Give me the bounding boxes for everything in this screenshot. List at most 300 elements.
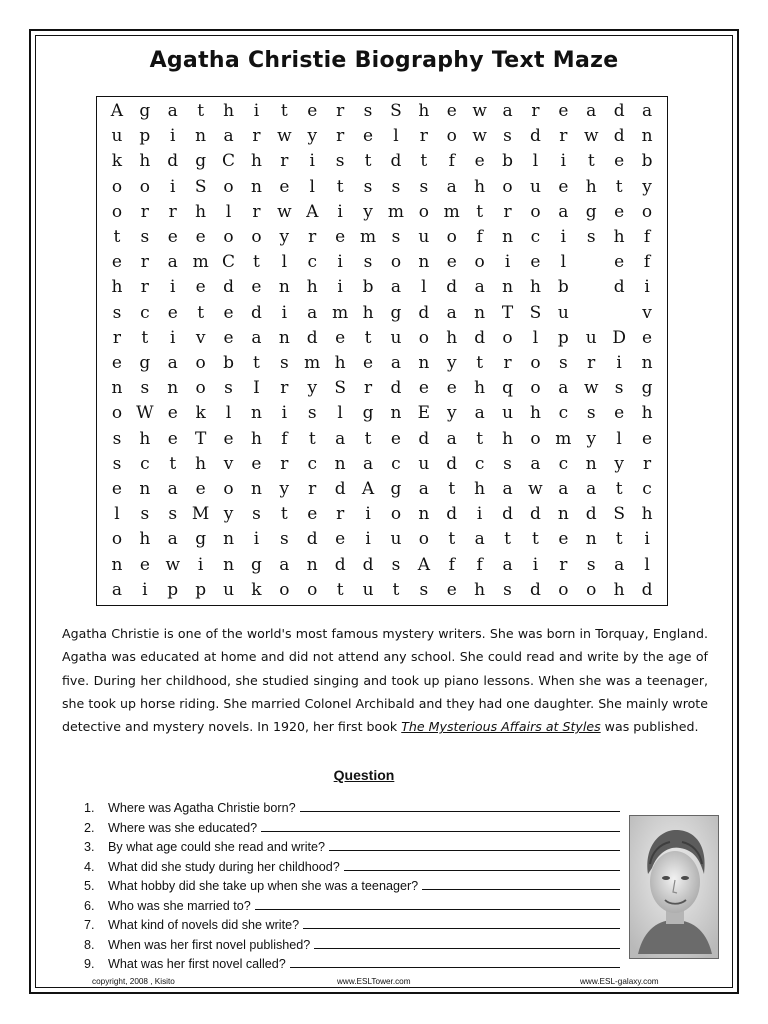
- grid-letter: p: [167, 579, 179, 600]
- question-number: 5.: [84, 879, 95, 893]
- grid-letter: n: [167, 378, 179, 399]
- grid-letter: a: [335, 428, 346, 449]
- grid-letter: a: [167, 101, 178, 122]
- grid-letter: y: [307, 126, 318, 147]
- text-maze-grid: [96, 96, 668, 606]
- grid-letter: h: [613, 579, 625, 600]
- grid-letter: a: [558, 201, 569, 222]
- grid-letter: n: [641, 126, 653, 147]
- grid-letter: g: [585, 201, 597, 222]
- grid-letter: i: [309, 151, 315, 172]
- grid-letter: e: [363, 126, 374, 147]
- grid-letter: u: [502, 403, 514, 424]
- grid-letter: S: [529, 302, 542, 323]
- question-number: 7.: [84, 918, 95, 932]
- grid-letter: d: [167, 151, 179, 172]
- grid-letter: c: [307, 453, 317, 474]
- question-text: When was her first novel published?: [108, 937, 311, 952]
- grid-letter: m: [359, 227, 377, 248]
- grid-letter: u: [362, 579, 374, 600]
- esl-galaxy-link[interactable]: www.ESL-galaxy.com: [580, 977, 659, 986]
- grid-letter: a: [418, 479, 429, 500]
- grid-letter: i: [644, 529, 650, 550]
- question-number: 9.: [84, 957, 95, 971]
- grid-letter: e: [195, 277, 206, 298]
- grid-letter: f: [643, 252, 651, 273]
- grid-letter: r: [140, 252, 149, 273]
- grid-letter: h: [529, 403, 541, 424]
- grid-letter: n: [278, 327, 290, 348]
- grid-letter: t: [280, 504, 288, 525]
- grid-letter: a: [362, 453, 374, 474]
- answer-line[interactable]: [422, 878, 620, 890]
- grid-letter: s: [586, 403, 596, 424]
- grid-letter: i: [281, 302, 288, 323]
- grid-letter: o: [223, 176, 234, 197]
- question-list: [84, 800, 624, 976]
- answer-line[interactable]: [329, 839, 620, 851]
- question-text: What hobby did she take up when she was a teenager?: [108, 879, 419, 893]
- grid-letter: T: [194, 428, 207, 449]
- grid-letter: t: [113, 227, 121, 248]
- grid-letter: w: [528, 479, 543, 500]
- grid-letter: e: [446, 378, 457, 399]
- grid-letter: n: [334, 453, 346, 474]
- grid-letter: d: [418, 428, 430, 449]
- grid-letter: a: [586, 101, 597, 122]
- grid-letter: t: [615, 176, 623, 197]
- grid-letter: a: [502, 554, 513, 575]
- grid-letter: t: [532, 529, 539, 550]
- grid-letter: t: [336, 579, 344, 600]
- grid-letter: s: [419, 176, 429, 197]
- grid-letter: h: [223, 101, 235, 122]
- grid-letter: n: [641, 353, 653, 374]
- grid-letter: r: [252, 126, 261, 147]
- grid-letter: m: [387, 201, 404, 222]
- grid-letter: o: [586, 579, 597, 600]
- grid-letter: a: [558, 378, 569, 399]
- grid-letter: s: [614, 378, 624, 399]
- grid-letter: e: [223, 302, 234, 323]
- grid-letter: s: [363, 252, 373, 273]
- grid-letter: l: [337, 403, 343, 424]
- grid-letter: C: [222, 252, 236, 273]
- grid-letter: w: [165, 554, 181, 575]
- grid-letter: i: [281, 403, 288, 424]
- answer-line[interactable]: [314, 937, 620, 949]
- grid-letter: t: [476, 353, 484, 374]
- question-item: [84, 956, 624, 976]
- grid-letter: o: [418, 529, 429, 550]
- grid-letter: r: [531, 101, 540, 122]
- grid-letter: e: [139, 554, 150, 575]
- grid-letter: d: [334, 554, 346, 575]
- grid-letter: a: [111, 579, 123, 600]
- grid-letter: o: [474, 252, 485, 273]
- grid-letter: s: [558, 353, 568, 374]
- grid-letter: e: [558, 529, 569, 550]
- grid-letter: W: [136, 403, 154, 424]
- grid-letter: o: [446, 126, 457, 147]
- grid-letter: r: [336, 504, 345, 525]
- grid-letter: o: [223, 227, 234, 248]
- grid-letter: v: [195, 327, 206, 348]
- grid-letter: l: [532, 327, 539, 348]
- grid-letter: r: [252, 201, 261, 222]
- grid-letter: w: [277, 126, 292, 147]
- grid-letter: a: [167, 252, 178, 273]
- grid-letter: o: [195, 378, 206, 399]
- grid-letter: b: [362, 277, 374, 298]
- grid-letter: n: [111, 378, 123, 399]
- grid-letter: e: [335, 227, 346, 248]
- grid-letter: a: [641, 101, 653, 122]
- question-text: What kind of novels did she write?: [108, 918, 300, 932]
- grid-letter: l: [421, 277, 427, 298]
- grid-letter: e: [167, 302, 178, 323]
- grid-letter: r: [308, 227, 317, 248]
- grid-letter: r: [308, 479, 317, 500]
- grid-letter: d: [613, 277, 625, 298]
- grid-letter: i: [532, 554, 539, 575]
- grid-letter: n: [585, 453, 597, 474]
- grid-letter: t: [476, 201, 484, 222]
- grid-letter: k: [251, 579, 262, 600]
- grid-letter: n: [111, 554, 123, 575]
- grid-letter: i: [365, 504, 371, 525]
- grid-letter: m: [555, 428, 572, 449]
- question-item: [84, 859, 624, 879]
- question-text: Where was she educated?: [108, 820, 258, 835]
- grid-letter: e: [642, 428, 653, 449]
- grid-letter: o: [530, 378, 541, 399]
- grid-letter: t: [197, 101, 205, 122]
- grid-letter: M: [191, 504, 210, 525]
- grid-letter: o: [530, 201, 541, 222]
- grid-letter: d: [446, 453, 458, 474]
- grid-letter: a: [251, 327, 262, 348]
- grid-letter: t: [169, 453, 177, 474]
- grid-letter: o: [558, 579, 569, 600]
- grid-letter: p: [557, 327, 569, 348]
- grid-letter: e: [390, 428, 401, 449]
- grid-letter: f: [448, 554, 455, 575]
- grid-letter: i: [616, 353, 622, 374]
- question-number: 4.: [84, 859, 95, 874]
- grid-letter: w: [583, 126, 599, 147]
- grid-letter: k: [195, 403, 206, 424]
- grid-letter: g: [390, 479, 402, 500]
- grid-letter: l: [560, 252, 567, 273]
- grid-letter: c: [474, 453, 485, 474]
- grid-letter: o: [139, 176, 150, 197]
- grid-letter: s: [363, 101, 373, 122]
- question-text: What did she study during her childhood?: [108, 859, 340, 874]
- grid-letter: u: [557, 302, 569, 323]
- questions-heading: Question: [333, 767, 395, 783]
- grid-letter: e: [251, 277, 262, 298]
- grid-letter: m: [304, 353, 321, 374]
- grid-letter: y: [446, 403, 457, 424]
- grid-letter: c: [558, 453, 569, 474]
- grid-letter: i: [170, 277, 176, 298]
- grid-letter: e: [223, 327, 234, 348]
- grid-letter: e: [446, 579, 457, 600]
- grid-letter: t: [420, 151, 428, 172]
- grid-letter: u: [418, 453, 430, 474]
- grid-letter: n: [557, 504, 569, 525]
- grid-letter: w: [583, 378, 599, 399]
- grid-letter: a: [223, 126, 234, 147]
- grid-letter: t: [364, 151, 372, 172]
- grid-letter: h: [111, 277, 123, 298]
- grid-letter: a: [167, 529, 178, 550]
- grid-letter: g: [362, 403, 374, 424]
- answer-line[interactable]: [255, 898, 620, 910]
- answer-line[interactable]: [261, 820, 620, 832]
- grid-letter: o: [418, 327, 429, 348]
- grid-letter: h: [529, 277, 541, 298]
- question-text: By what age could she read and write?: [108, 840, 326, 854]
- grid-letter: i: [337, 201, 343, 222]
- grid-letter: o: [307, 579, 318, 600]
- grid-letter: i: [170, 126, 176, 147]
- grid-letter: A: [110, 101, 124, 122]
- grid-letter: a: [446, 302, 457, 323]
- grid-letter: e: [307, 504, 318, 525]
- grid-letter: y: [363, 201, 373, 222]
- grid-letter: g: [139, 101, 151, 122]
- grid-letter: r: [168, 201, 177, 222]
- grid-letter: a: [279, 554, 290, 575]
- grid-letter: h: [250, 151, 262, 172]
- question-item: [84, 800, 624, 820]
- grid-letter: s: [586, 554, 596, 575]
- grid-letter: [577, 301, 605, 326]
- grid-letter: u: [529, 176, 541, 197]
- grid-letter: a: [586, 479, 597, 500]
- grid-letter: d: [585, 504, 597, 525]
- grid-letter: h: [418, 101, 430, 122]
- grid-letter: l: [393, 126, 399, 147]
- grid-letter: o: [111, 201, 123, 222]
- grid-letter: e: [363, 353, 374, 374]
- answer-line[interactable]: [303, 917, 620, 929]
- question-number: 1.: [84, 801, 95, 815]
- grid-letter: t: [336, 176, 344, 197]
- grid-letter: h: [195, 201, 207, 222]
- grid-letter: t: [197, 302, 205, 323]
- grid-letter: g: [390, 302, 402, 323]
- grid-letter: n: [306, 554, 318, 575]
- grid-letter: o: [502, 327, 513, 348]
- grid-letter: h: [446, 327, 458, 348]
- grid-letter: D: [612, 327, 626, 348]
- grid-letter: h: [474, 579, 486, 600]
- worksheet-title: Agatha Christie Biography Text Maze: [149, 48, 619, 73]
- grid-letter: a: [474, 277, 485, 298]
- grid-letter: A: [306, 201, 319, 222]
- grid-letter: s: [168, 504, 178, 525]
- grid-letter: e: [446, 101, 457, 122]
- answer-line[interactable]: [300, 800, 620, 812]
- grid-letter: e: [335, 529, 346, 550]
- grid-letter: e: [558, 101, 569, 122]
- answer-line[interactable]: [290, 956, 620, 968]
- grid-letter: t: [448, 529, 456, 550]
- grid-letter: f: [476, 227, 483, 248]
- grid-letter: e: [167, 403, 178, 424]
- grid-letter: c: [391, 453, 401, 474]
- grid-letter: n: [223, 554, 235, 575]
- grid-letter: q: [502, 378, 513, 399]
- grid-letter: u: [223, 579, 235, 600]
- grid-letter: n: [250, 176, 262, 197]
- grid-letter: g: [139, 353, 151, 374]
- answer-line[interactable]: [344, 859, 620, 871]
- grid-letter: g: [250, 554, 262, 575]
- grid-letter: C: [222, 151, 236, 172]
- grid-letter: d: [529, 579, 541, 600]
- grid-letter: S: [334, 378, 346, 399]
- grid-letter: u: [418, 227, 430, 248]
- grid-letter: g: [195, 529, 207, 550]
- grid-letter: n: [139, 479, 151, 500]
- grid-letter: A: [361, 479, 375, 500]
- grid-letter: t: [504, 529, 511, 550]
- grid-letter: t: [308, 428, 316, 449]
- grid-letter: t: [392, 579, 400, 600]
- grid-letter: o: [223, 479, 234, 500]
- question-number: 6.: [84, 898, 95, 913]
- grid-letter: e: [251, 453, 262, 474]
- grid-letter: r: [559, 554, 568, 575]
- grid-letter: d: [390, 151, 402, 172]
- grid-letter: e: [111, 252, 122, 273]
- grid-letter: d: [641, 579, 653, 600]
- grid-letter: f: [281, 428, 288, 449]
- grid-letter: f: [476, 554, 483, 575]
- grid-letter: e: [307, 101, 318, 122]
- grid-letter: r: [336, 101, 345, 122]
- grid-letter: d: [362, 554, 374, 575]
- grid-letter: l: [281, 252, 288, 273]
- grid-letter: s: [391, 554, 401, 575]
- grid-letter: a: [390, 277, 401, 298]
- grid-letter: t: [448, 479, 456, 500]
- grid-letter: t: [587, 151, 595, 172]
- grid-letter: p: [195, 579, 207, 600]
- grid-letter: h: [334, 353, 346, 374]
- grid-letter: c: [140, 453, 150, 474]
- agatha-christie-portrait: [629, 815, 719, 959]
- grid-letter: a: [446, 428, 457, 449]
- question-item: [84, 937, 624, 957]
- grid-letter: l: [225, 201, 232, 222]
- grid-letter: s: [363, 176, 373, 197]
- grid-letter: T: [501, 302, 514, 323]
- grid-letter: n: [250, 479, 262, 500]
- grid-letter: g: [195, 151, 207, 172]
- grid-letter: u: [390, 327, 402, 348]
- grid-letter: t: [253, 353, 260, 374]
- grid-letter: r: [559, 126, 568, 147]
- grid-letter: w: [277, 201, 292, 222]
- grid-letter: k: [111, 151, 123, 172]
- question-item: [84, 878, 624, 898]
- copyright-footer: copyright, 2008 , Kisito: [92, 977, 175, 986]
- grid-letter: y: [223, 504, 234, 525]
- grid-letter: n: [474, 302, 486, 323]
- grid-letter: r: [140, 277, 149, 298]
- grid-letter: s: [140, 378, 150, 399]
- grid-letter: o: [111, 529, 123, 550]
- grid-letter: d: [390, 378, 402, 399]
- grid-letter: t: [615, 479, 623, 500]
- grid-letter: b: [502, 151, 513, 172]
- grid-letter: i: [560, 151, 567, 172]
- grid-letter: s: [112, 453, 122, 474]
- question-text: What was her first novel called?: [108, 957, 286, 971]
- question-item: [84, 898, 624, 918]
- grid-letter: n: [418, 504, 430, 525]
- question-item: [84, 917, 624, 937]
- grid-letter: y: [446, 353, 457, 374]
- grid-letter: a: [474, 529, 485, 550]
- passage-text: Agatha Christie is one of the world's most famous mystery writers. She was born in Torquay, England. Agatha was educated at home and did not attend any school. She could read and write by the age of five. During her childhood, she studied singing and took up piano lessons. When she was a teenager, she took up horse riding. She married Colonel Archibald and they had one daughter. She mainly wrote detective and mystery novels. In 1920, her first book: [62, 626, 708, 735]
- grid-letter: n: [250, 403, 262, 424]
- grid-letter: n: [223, 529, 235, 550]
- grid-letter: r: [280, 151, 289, 172]
- grid-letter: s: [224, 378, 233, 399]
- grid-letter: i: [253, 101, 260, 122]
- grid-letter: n: [502, 277, 514, 298]
- question-number: 2.: [84, 820, 95, 835]
- esltower-link[interactable]: www.ESLTower.com: [337, 977, 411, 986]
- grid-letter: i: [337, 252, 343, 273]
- grid-letter: e: [474, 151, 485, 172]
- grid-letter: a: [474, 403, 485, 424]
- grid-letter: l: [644, 554, 650, 575]
- grid-letter: h: [613, 227, 625, 248]
- question-number: 8.: [84, 937, 95, 952]
- grid-letter: d: [613, 101, 625, 122]
- grid-letter: o: [641, 201, 653, 222]
- grid-letter: i: [504, 252, 511, 273]
- grid-letter: u: [390, 529, 402, 550]
- grid-letter: t: [364, 327, 372, 348]
- grid-letter: m: [332, 302, 349, 323]
- grid-letter: i: [365, 529, 371, 550]
- grid-letter: i: [253, 529, 260, 550]
- grid-letter: a: [307, 302, 318, 323]
- grid-letter: e: [167, 428, 178, 449]
- grid-letter: t: [253, 252, 260, 273]
- grid-letter: f: [643, 227, 651, 248]
- grid-letter: a: [446, 176, 457, 197]
- grid-letter: s: [391, 176, 401, 197]
- grid-letter: r: [336, 126, 345, 147]
- grid-letter: b: [223, 353, 234, 374]
- grid-letter: h: [585, 176, 597, 197]
- grid-letter: h: [195, 453, 207, 474]
- grid-letter: d: [250, 302, 262, 323]
- grid-letter: h: [362, 302, 374, 323]
- grid-letter: a: [167, 353, 178, 374]
- grid-letter: g: [641, 378, 653, 399]
- question-text: Who was she married to?: [108, 898, 251, 913]
